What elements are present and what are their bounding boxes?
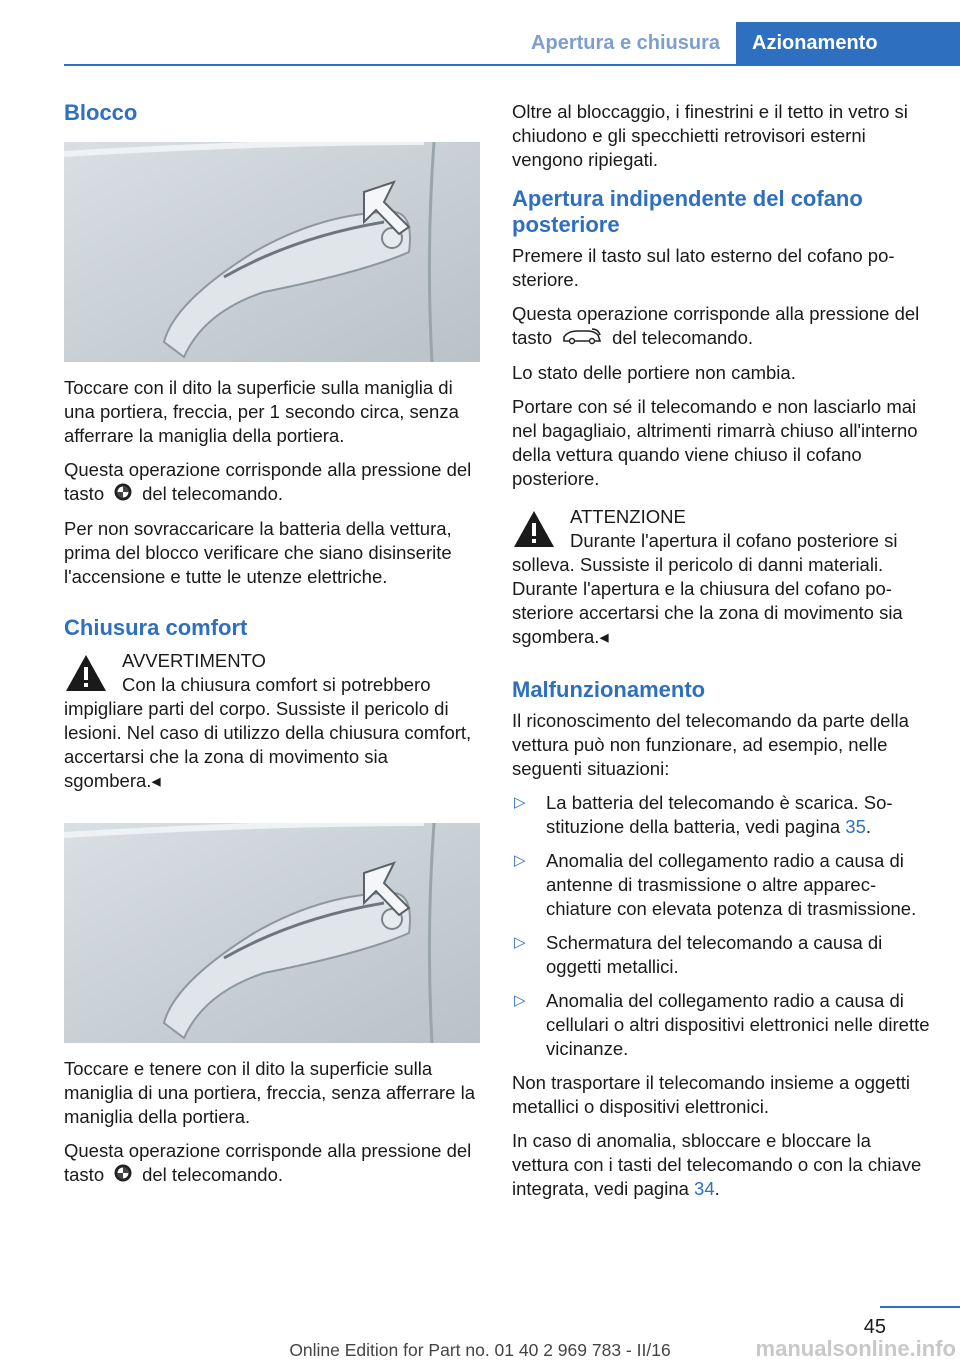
heading-malfunzionamento: Malfunzionamento <box>512 677 706 703</box>
warning-text: Durante l'apertura il cofano posteriore si solleva. Sussiste il pericolo di danni materiali. Durante l'apertura e la chiusura del cofano posteriore accertarsi che la zona di movimento sia sgombera.◂ <box>512 530 903 648</box>
page-link[interactable]: 34 <box>694 1178 715 1200</box>
heading-chiusura-comfort: Chiusura comfort <box>64 615 248 641</box>
paragraph <box>64 1139 482 1188</box>
warning-text: Con la chiusura comfort si potrebbero impigliare parti del corpo. Sussiste il pericolo di lesioni. Nel caso di utilizzo della chiusura comfort, accertarsi che la zona di movimento sia sgombera.◂ <box>64 674 472 792</box>
warning-box <box>64 649 482 793</box>
section-tab[interactable]: Apertura e chiusura <box>531 31 720 54</box>
paragraph: Lo stato delle portiere non cambia. <box>512 362 796 384</box>
list-item-text: Schermatura del telecomando a causa di oggetti metallici. <box>546 932 883 978</box>
list-item <box>512 791 930 839</box>
warning-box <box>512 505 930 649</box>
paragraph: Portare con sé il telecomando e non lasciarlo mai nel bagagliaio, altrimenti rimarrà chiuso all'interno della vettura quando viene chiuso il cofano posteriore. <box>512 396 918 490</box>
left-column <box>64 100 482 1198</box>
door-handle-illustration <box>64 142 480 362</box>
bullet-arrow-icon: ▷ <box>514 992 526 1010</box>
door-handle-illustration <box>64 823 480 1043</box>
car-trunk-icon <box>562 327 602 351</box>
right-column <box>512 100 930 1211</box>
list-item <box>512 989 930 1061</box>
list-item <box>512 931 930 979</box>
chapter-tab[interactable]: Azionamento <box>736 22 960 64</box>
door-handle-figure-2 <box>64 823 480 1043</box>
bullet-list <box>512 791 930 1061</box>
page-number-rule <box>880 1306 960 1308</box>
heading-cofano: Apertura indipendente del cofano posteriore <box>512 186 863 237</box>
paragraph <box>512 302 930 351</box>
paragraph-text: Questa operazione corrisponde alla pressione del tasto <box>512 303 920 348</box>
paragraph: Oltre al bloccaggio, i finestrini e il tetto in vetro si chiudono e gli specchietti retrovisori esterni vengono ripiegati. <box>512 101 908 170</box>
page-number: 45 <box>863 1316 886 1338</box>
list-item-text: La batteria del telecomando è scarica. Sostituzione della batteria, vedi pagina <box>546 792 893 838</box>
paragraph <box>64 458 482 507</box>
door-handle-figure-1 <box>64 142 480 362</box>
paragraph: Per non sovraccaricare la batteria della vettura, prima del blocco verificare che siano disinserite l'accensione e tutte le utenze elettriche. <box>64 518 452 588</box>
bmw-logo-icon <box>114 483 132 507</box>
list-item-text: . <box>865 816 871 838</box>
warning-triangle-icon <box>64 653 108 693</box>
bullet-arrow-icon: ▷ <box>514 934 526 952</box>
paragraph-text: Questa operazione corrisponde alla pressione del tasto <box>64 1140 472 1186</box>
paragraph: Premere il tasto sul lato esterno del cofano posteriore. <box>512 245 895 290</box>
warning-title: AVVERTIMENTO <box>122 650 266 672</box>
paragraph: Non trasportare il telecomando insieme a oggetti metallici o dispositivi elettronici. <box>512 1072 910 1118</box>
paragraph-text: Questa operazione corrisponde alla pressione del tasto <box>64 459 472 504</box>
list-item-text: Anomalia del collegamento radio a causa di antenne di trasmissione o altre apparecchiature con elevata potenza di trasmissione. <box>546 850 917 920</box>
bmw-logo-icon <box>114 1164 132 1188</box>
paragraph-text: In caso di anomalia, sbloccare e bloccare la vettura con i tasti del telecomando o con la chiave integrata, vedi pagina <box>512 1130 922 1200</box>
paragraph-text: del telecomando. <box>612 327 754 348</box>
heading-blocco: Blocco <box>64 100 138 125</box>
list-item-text: Anomalia del collegamento radio a causa di cellulari o altri dispositivi elettronici nelle dirette vicinanze. <box>546 990 930 1060</box>
paragraph-text: del telecomando. <box>142 483 284 504</box>
paragraph-text: del telecomando. <box>142 1164 284 1186</box>
paragraph-text: . <box>714 1178 720 1200</box>
warning-title: ATTENZIONE <box>570 506 686 528</box>
paragraph <box>512 1129 930 1201</box>
warning-triangle-icon <box>512 509 556 549</box>
edition-footer: Online Edition for Part no. 01 40 2 969 783 - II/16 <box>289 1340 671 1360</box>
paragraph: Toccare con il dito la superficie sulla maniglia di una portiera, freccia, per 1 secondo circa, senza afferrare la maniglia della portiera. <box>64 377 459 446</box>
page-link[interactable]: 35 <box>845 816 866 838</box>
bullet-arrow-icon: ▷ <box>514 852 526 870</box>
list-item <box>512 849 930 921</box>
bullet-arrow-icon: ▷ <box>514 794 526 812</box>
paragraph: Toccare e tenere con il dito la superficie sulla maniglia di una portiera, freccia, senza afferrare la maniglia della portiera. <box>64 1058 475 1128</box>
paragraph: Il riconoscimento del telecomando da parte della vettura può non funzionare, ad esempio, nelle seguenti situazioni: <box>512 710 909 780</box>
watermark: manualsonline.info <box>755 1336 956 1361</box>
page-header <box>64 22 960 66</box>
